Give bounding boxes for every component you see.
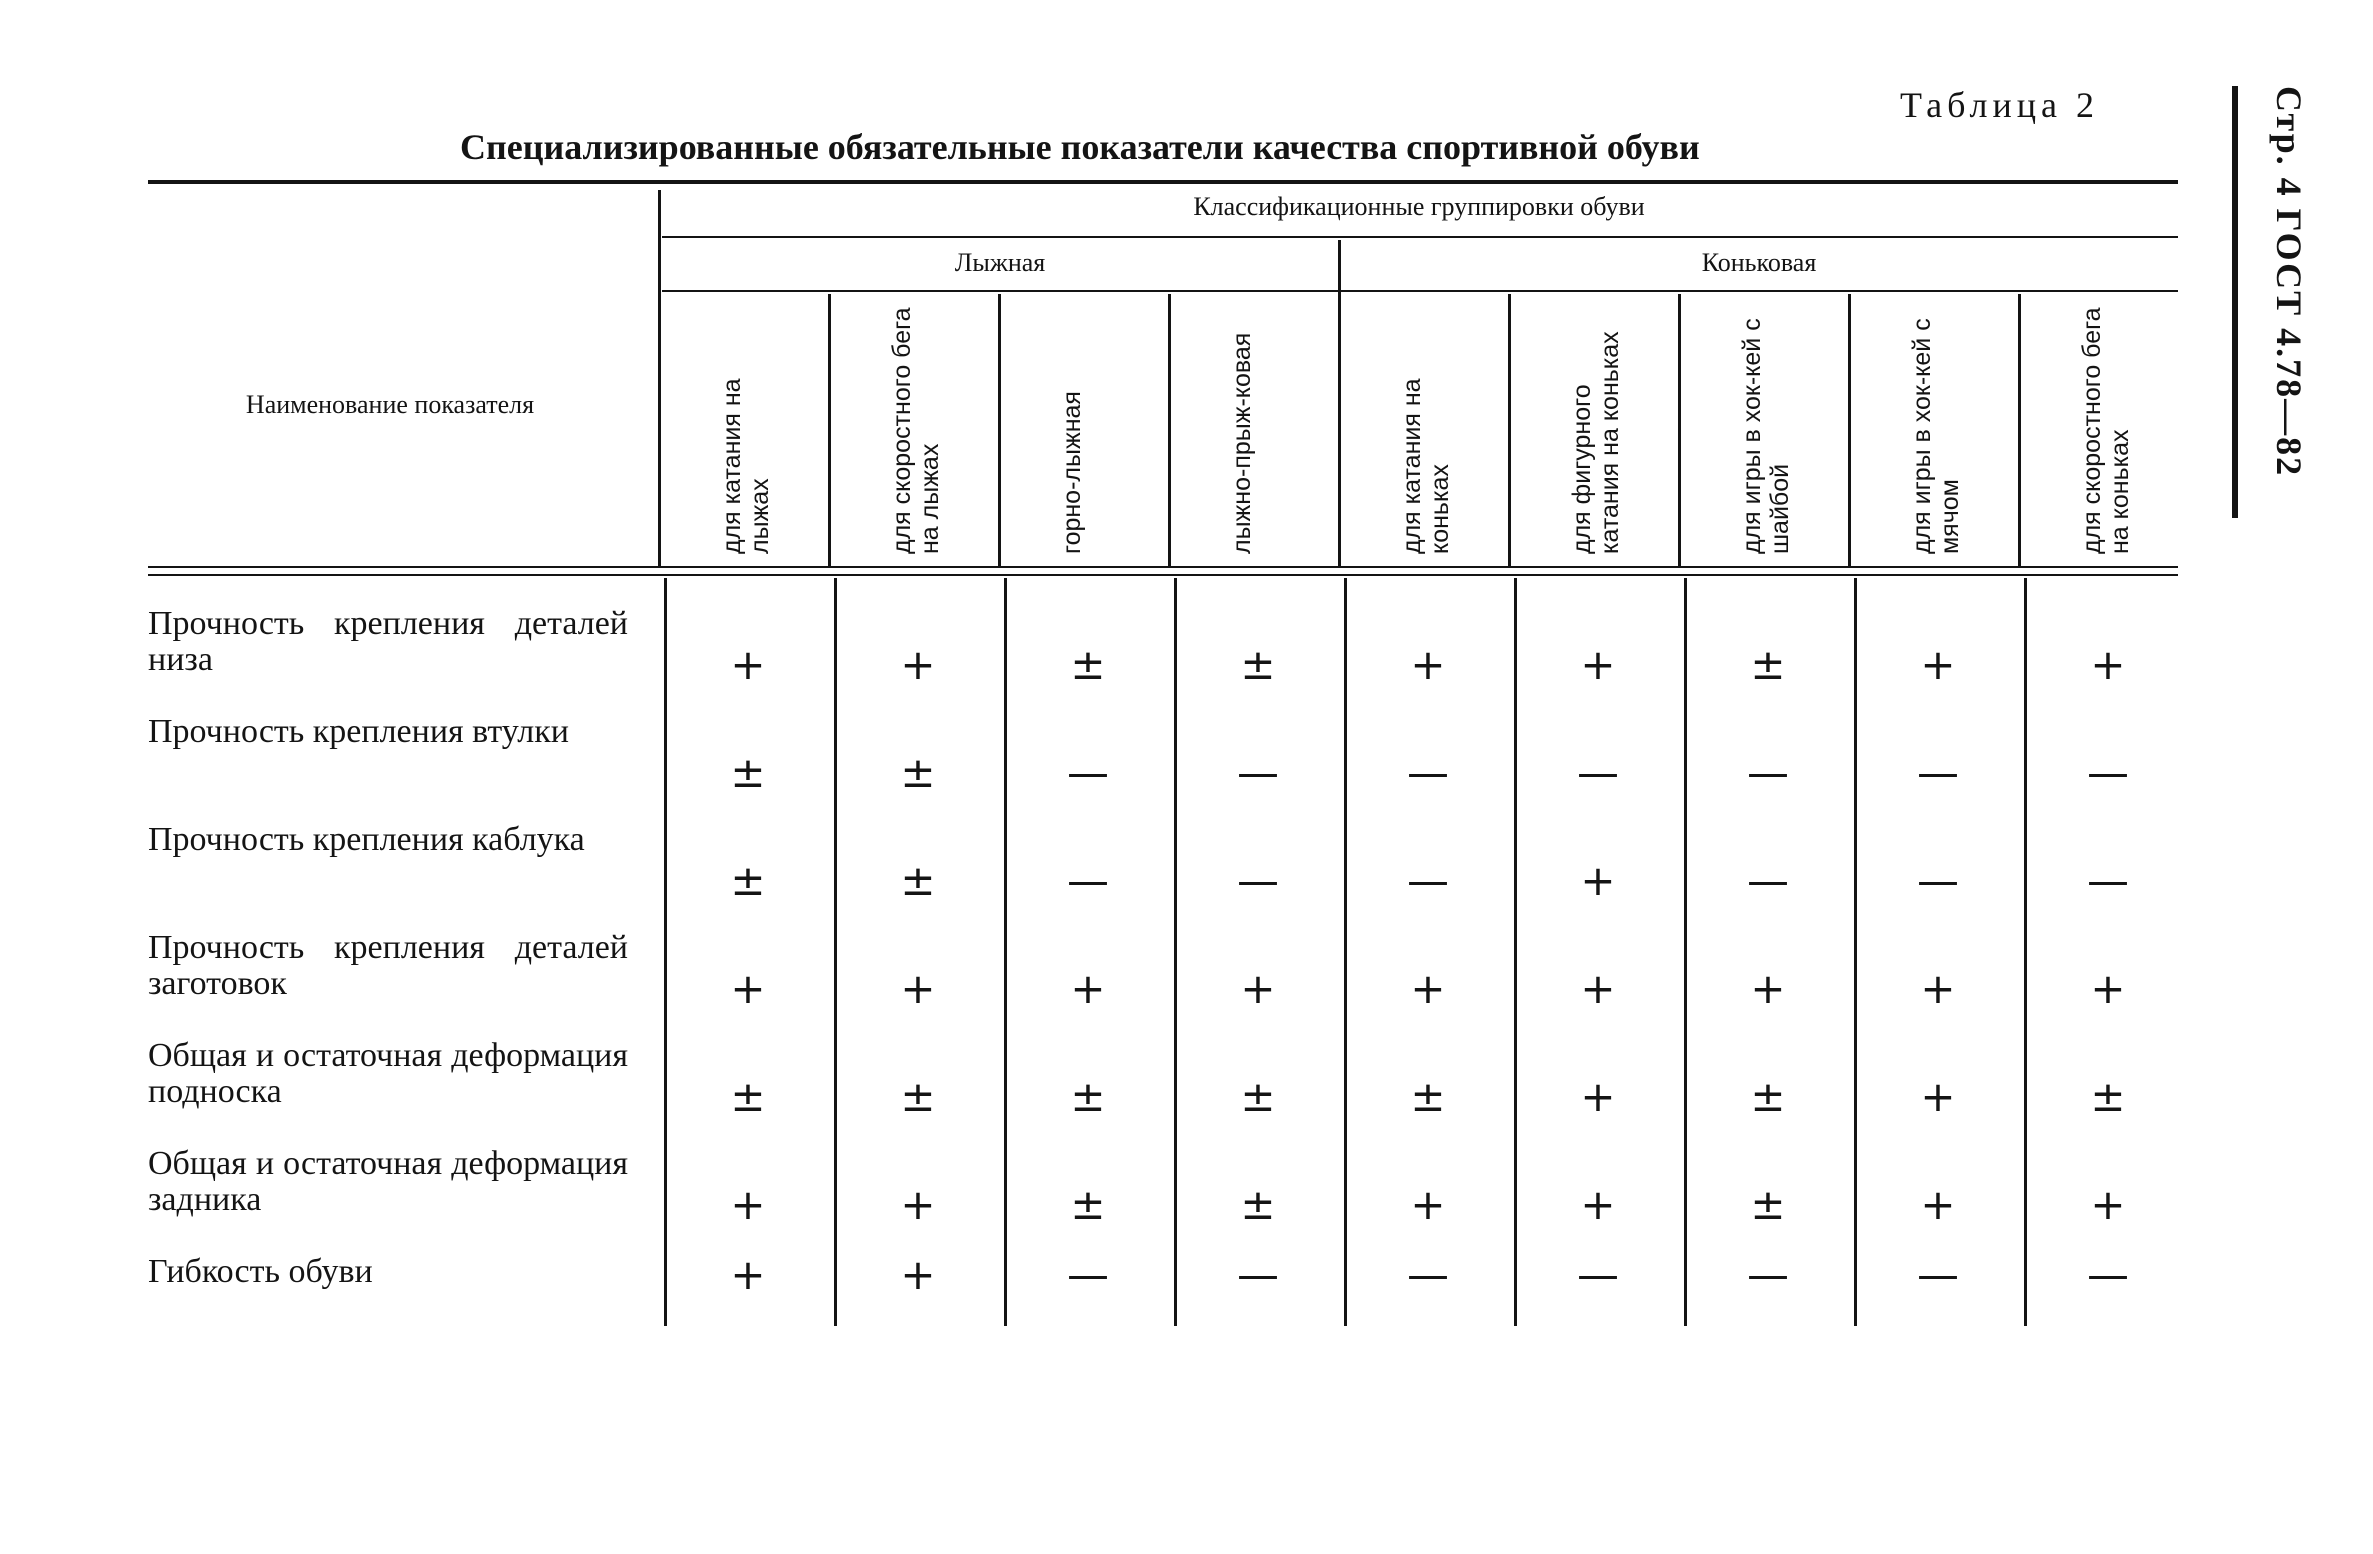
cell-value: +: [1410, 1180, 1446, 1229]
cell-value: +: [2090, 964, 2126, 1013]
row-label: Прочность крепления деталей заготовок: [148, 929, 628, 1002]
row-label: Общая и остаточная деформация подноска: [148, 1037, 628, 1110]
cell-value: +: [1580, 964, 1616, 1013]
cell-value: +: [2090, 640, 2126, 689]
header-bottom-rule: [148, 566, 2178, 568]
header-column-rule: [1848, 294, 1851, 566]
header-column-rule: [2018, 294, 2021, 566]
cell-value: —: [1407, 1250, 1449, 1299]
column-header-5: для катания на коньках: [1398, 378, 1454, 554]
cell-value: —: [1407, 856, 1449, 905]
header-column-rule: [1168, 294, 1171, 566]
cell-value: +: [730, 1250, 766, 1299]
cell-value: +: [900, 640, 936, 689]
body-column-rule: [664, 578, 667, 1326]
cell-value: +: [1750, 964, 1786, 1013]
cell-value: —: [1917, 1250, 1959, 1299]
cell-value: —: [1747, 856, 1789, 905]
body-column-rule: [1684, 578, 1687, 1326]
cell-value: +: [2090, 1180, 2126, 1229]
cell-value: +: [900, 964, 936, 1013]
cell-value: +: [1580, 640, 1616, 689]
cell-value: ±: [900, 748, 936, 797]
group-rule: [662, 290, 2178, 292]
cell-value: +: [900, 1180, 936, 1229]
cell-value: ±: [1240, 640, 1276, 689]
body-column-rule: [2024, 578, 2027, 1326]
cell-value: +: [1410, 640, 1446, 689]
cell-value: ±: [730, 1072, 766, 1121]
body-column-rule: [1514, 578, 1517, 1326]
column-header-3: горно-лыжная: [1058, 391, 1086, 554]
side-rule: [2232, 86, 2238, 518]
cell-value: ±: [1750, 640, 1786, 689]
cell-value: ±: [1750, 1072, 1786, 1121]
cell-value: —: [1237, 1250, 1279, 1299]
cell-value: ±: [1410, 1072, 1446, 1121]
side-page-header: Стр. 4 ГОСТ 4.78—82: [2269, 86, 2309, 478]
row-label: Прочность крепления деталей низа: [148, 605, 628, 678]
cell-value: —: [2087, 856, 2129, 905]
group-title-rule: [662, 236, 2178, 238]
cell-value: —: [1067, 856, 1109, 905]
top-rule: [148, 180, 2178, 184]
row-label: Гибкость обуви: [148, 1253, 373, 1290]
cell-value: +: [1920, 1180, 1956, 1229]
body-column-rule: [834, 578, 837, 1326]
cell-value: ±: [1070, 1180, 1106, 1229]
cell-value: —: [1917, 748, 1959, 797]
table-number: Таблица 2: [1900, 85, 2099, 125]
cell-value: —: [1747, 748, 1789, 797]
cell-value: —: [1067, 1250, 1109, 1299]
cell-value: ±: [900, 856, 936, 905]
column-header-7: для игры в хок-кей с шайбой: [1738, 318, 1794, 554]
cell-value: +: [1920, 964, 1956, 1013]
row-label: Прочность крепления каблука: [148, 821, 585, 858]
table-title: Специализированные обязательные показатели качества спортивной обуви: [460, 127, 1700, 167]
cell-value: ±: [730, 856, 766, 905]
cell-value: ±: [1240, 1072, 1276, 1121]
header-column-rule: [828, 294, 831, 566]
column-header-1: для катания на лыжах: [718, 378, 774, 554]
cell-value: —: [2087, 748, 2129, 797]
row-label: Общая и остаточная деформация задника: [148, 1145, 628, 1218]
cell-value: +: [730, 640, 766, 689]
body-column-rule: [1854, 578, 1857, 1326]
column-header-8: для игры в хок-кей с мячом: [1908, 318, 1964, 554]
cell-value: ±: [1070, 640, 1106, 689]
cell-value: +: [1580, 1072, 1616, 1121]
body-column-rule: [1004, 578, 1007, 1326]
cell-value: +: [1240, 964, 1276, 1013]
body-column-rule: [1174, 578, 1177, 1326]
header-column-rule: [1678, 294, 1681, 566]
cell-value: ±: [1070, 1072, 1106, 1121]
cell-value: —: [1577, 1250, 1619, 1299]
cell-value: +: [1410, 964, 1446, 1013]
cell-value: —: [1407, 748, 1449, 797]
cell-value: —: [1577, 748, 1619, 797]
group-title: Классификационные группировки обуви: [1193, 192, 1645, 221]
header-column-rule: [658, 190, 661, 566]
column-header-9: для скоростного бега на коньках: [2078, 307, 2134, 554]
body-column-rule: [1344, 578, 1347, 1326]
cell-value: +: [900, 1250, 936, 1299]
cell-value: +: [1070, 964, 1106, 1013]
cell-value: —: [1067, 748, 1109, 797]
cell-value: —: [1747, 1250, 1789, 1299]
row-label: Прочность крепления втулки: [148, 713, 569, 750]
cell-value: +: [1580, 856, 1616, 905]
column-header-6: для фигурного катания на коньках: [1568, 331, 1624, 554]
cell-value: +: [730, 1180, 766, 1229]
cell-value: ±: [1240, 1180, 1276, 1229]
cell-value: +: [1920, 640, 1956, 689]
cell-value: ±: [900, 1072, 936, 1121]
indicator-name-header: Наименование показателя: [245, 390, 535, 419]
group-ski: Лыжная: [954, 248, 1046, 277]
cell-value: —: [1917, 856, 1959, 905]
header-column-rule: [1508, 294, 1511, 566]
cell-value: +: [1920, 1072, 1956, 1121]
cell-value: ±: [730, 748, 766, 797]
cell-value: —: [2087, 1250, 2129, 1299]
column-header-4: лыжно-прыж-ковая: [1228, 332, 1256, 554]
header-bottom-rule-2: [148, 574, 2178, 576]
column-header-2: для скоростного бега на лыжах: [888, 307, 944, 554]
group-skate: Коньковая: [1701, 248, 1817, 277]
cell-value: +: [1580, 1180, 1616, 1229]
cell-value: —: [1237, 856, 1279, 905]
cell-value: +: [730, 964, 766, 1013]
cell-value: —: [1237, 748, 1279, 797]
cell-value: ±: [1750, 1180, 1786, 1229]
cell-value: ±: [2090, 1072, 2126, 1121]
header-column-rule: [998, 294, 1001, 566]
header-column-rule: [1338, 240, 1341, 566]
